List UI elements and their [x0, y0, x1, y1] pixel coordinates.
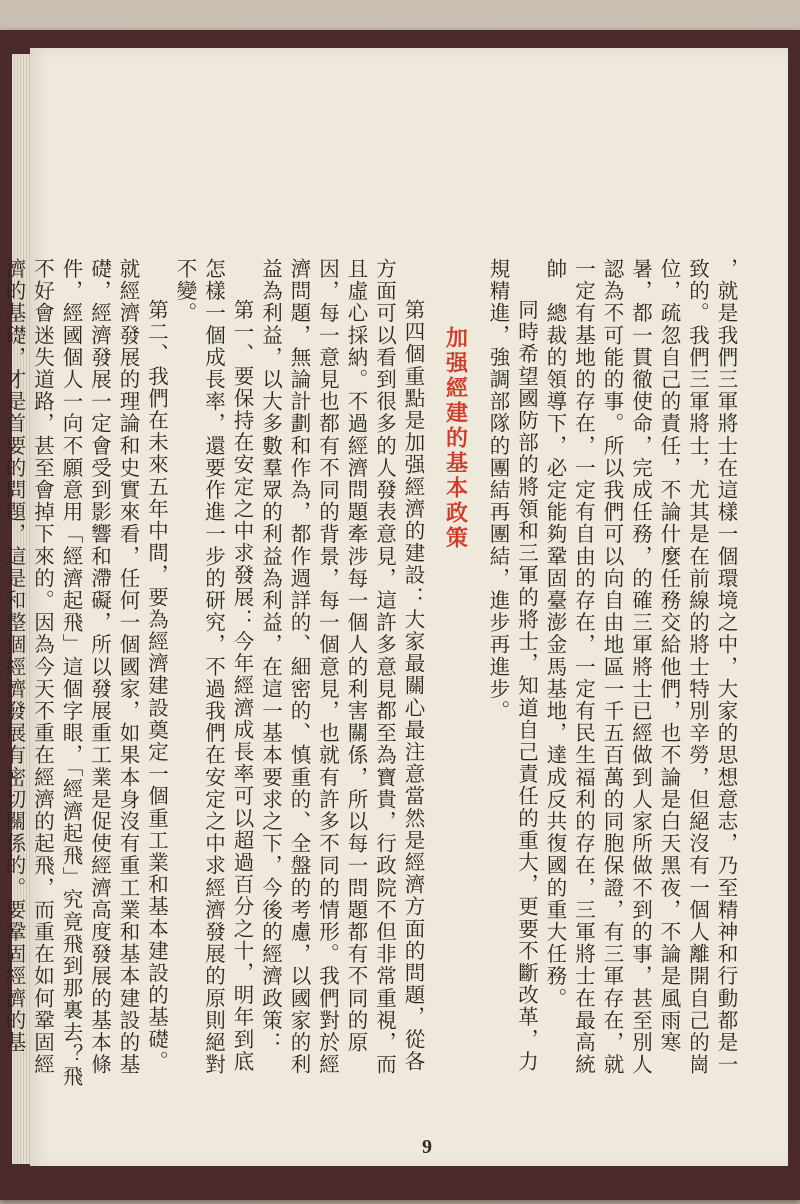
- page-number: 9: [422, 1136, 432, 1158]
- vertical-text-block: [2, 258, 740, 1088]
- book-page: [2, 48, 788, 1166]
- paragraph-armed-forces: ，就是我們三軍將士在這樣一個環境之中，大家的思想意志，乃至精神和行動都是一致的。我們三軍將士，尤其是在前線的將士特別辛勞，但絕沒有一個人離開自己的崗位，疏忽自己的責任，不論什麼任務交給他們，也不論是白天黑夜，不論是風雨寒暑，都一貫徹使命，完成任務，的確三軍將士已經做到人家所做不到的事，甚至別人認為不可能的事。所以我們可以向自由地區一千五百萬的同胞保證，有三軍存在，就一定有基地的存在，一定有自由的存在，一定有民生福利的存在，三軍將士在最高統帥 總裁的領導下，必定能夠鞏固臺澎金馬基地，達成反共復國的重大任務。: [543, 258, 738, 1076]
- paragraph-policy-second: 第二、我們在未來五年中間，要為經濟建設奠定一個重工業和基本建設的基礎。就經濟發展的理論和史實來看，任何一個國家，如果本身沒有重工業和基本建設的基礎，經濟發展一定會受到影響和滯礙，所以發展重工業是促使經濟高度發展的基本條件，經國個人一向不願意用「經濟起飛」這個字眼，「經濟起飛」究竟飛到那裏去？飛不好會迷失道路，甚至會掉下來的。因為今天不重在經濟的起飛，而重在如何鞏固經濟的基礎，才是首要的問題，這是和整個經濟發展有密切關係的。要鞏固經濟的基: [2, 258, 169, 1088]
- paragraph-defense-ministry: 同時希望國防部的將領和三軍的將士，知道自己責任的重大，更要不斷改革，力規精進，強調部隊的團結再團結，進步再進步。: [486, 258, 539, 1073]
- paragraph-policy-first: 第一、要保持在安定之中求發展：今年經濟成長率可以超過百分之十，明年到底怎樣一個成長率，還要作進一步的研究，不過我們在安定之中求經濟發展的原則絕對不變。: [173, 258, 254, 1076]
- section-heading: 加强經建的基本政策: [442, 326, 469, 551]
- paragraph-economic-point: 第四個重點是加强經濟的建設：大家最關心最注意當然是經濟方面的問題，從各方面可以看到很多的人發表意見，這許多意見都至為寶貴，行政院不但非常重視，而且虛心採納。不過經濟問題牽涉每一個人的利害關係，所以每一問題都有不同的原因，每一意見也都有不同的背景，每一個意見，也就有許多不同的情形。我們對於經濟問題，無論計劃和作為，都作週詳的、細密的、慎重的、全盤的考慮，以國家的利益為利益，以大多數羣眾的利益為利益，在這一基本要求之下，今後的經濟政策：: [258, 258, 425, 1076]
